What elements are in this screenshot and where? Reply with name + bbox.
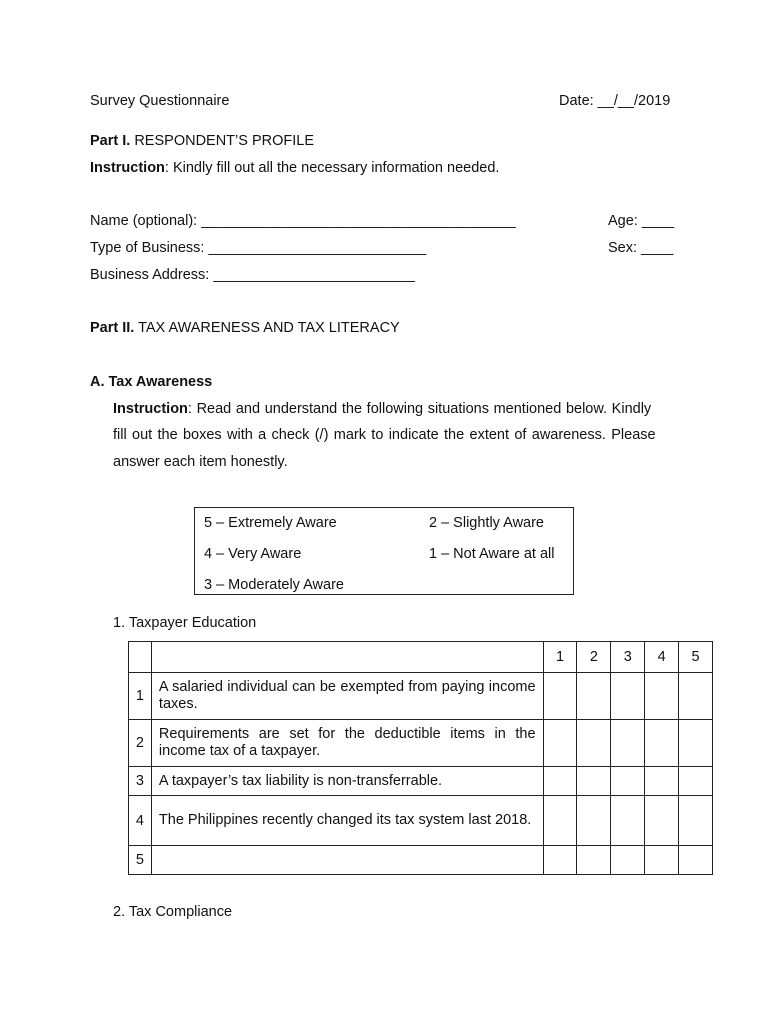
part2-heading [90,321,400,336]
row-question: A salaried individual can be exempted from paying income taxes. [151,673,543,720]
part1-label: Part I. [90,133,131,149]
check-box[interactable] [645,767,679,796]
check-box[interactable] [577,846,611,875]
check-box[interactable] [679,846,713,875]
row-number: 3 [129,767,152,796]
section-a-instruction-line2: fill out the boxes with a check (/) mark to indicate the extent of awareness. Please [113,427,656,443]
legend-item-1: 1 – Not Aware at all [429,546,555,562]
section-a-instruction-line3: answer each item honestly. [113,454,288,470]
header-question-cell [151,642,543,673]
age-field: Age: ____ [608,213,675,229]
scale-header-2: 2 [577,642,611,673]
check-box[interactable] [543,673,577,720]
check-box[interactable] [645,673,679,720]
row-number: 5 [129,846,152,875]
part1-title: RESPONDENT’S PROFILE [134,133,314,149]
legend-item-2: 2 – Slightly Aware [429,515,544,531]
table-row [129,673,713,720]
check-box[interactable] [611,846,645,875]
table-row [129,846,713,875]
check-box[interactable] [611,720,645,767]
survey-title: Survey Questionnaire [90,93,230,109]
table-header-row [129,642,713,673]
row-number: 2 [129,720,152,767]
check-box[interactable] [611,673,645,720]
check-box[interactable] [645,720,679,767]
check-box[interactable] [611,796,645,846]
row-question: A taxpayer’s tax liability is non-transferrable. [151,767,543,796]
section-a-title [90,375,212,390]
part2-title: TAX AWARENESS AND TAX LITERACY [138,320,400,336]
table-row [129,720,713,767]
check-box[interactable] [577,673,611,720]
table-row [129,796,713,846]
check-box[interactable] [645,796,679,846]
check-box[interactable] [543,796,577,846]
row-number: 1 [129,673,152,720]
part1-instruction-label: Instruction [90,160,165,176]
row-question: Requirements are set for the deductible items in the income tax of a taxpayer. [151,720,543,767]
table-row [129,767,713,796]
section-a-instruction-label: Instruction [113,401,188,417]
part1-instruction-text: : Kindly fill out all the necessary information needed. [164,160,500,176]
part1-instruction [90,161,499,176]
taxpayer-education-table [128,641,713,875]
business-address-field: Business Address: _________________________ [90,267,415,283]
part1-heading [90,134,314,149]
section-a-instruction-line1 [113,402,651,417]
scale-header-5: 5 [679,642,713,673]
scale-header-4: 4 [645,642,679,673]
legend-item-3: 3 – Moderately Aware [204,577,344,593]
check-box[interactable] [543,767,577,796]
part2-label: Part II. [90,320,135,336]
legend-item-4: 4 – Very Aware [204,546,302,562]
check-box[interactable] [679,767,713,796]
check-box[interactable] [577,720,611,767]
row-number: 4 [129,796,152,846]
legend-item-5: 5 – Extremely Aware [204,515,337,531]
check-box[interactable] [543,846,577,875]
subsection1-title: 1. Taxpayer Education [113,615,257,631]
row-question [151,846,543,875]
check-box[interactable] [679,673,713,720]
section-a-instruction-text1: : Read and understand the following situations mentioned below. Kindly [187,401,652,417]
check-box[interactable] [645,846,679,875]
check-box[interactable] [543,720,577,767]
row-question: The Philippines recently changed its tax system last 2018. [151,796,543,846]
header-num-cell [129,642,152,673]
check-box[interactable] [679,720,713,767]
date-field: Date: __/__/2019 [559,93,671,109]
scale-header-3: 3 [611,642,645,673]
awareness-legend [194,507,574,595]
check-box[interactable] [577,796,611,846]
subsection2-title: 2. Tax Compliance [113,904,233,920]
check-box[interactable] [577,767,611,796]
business-type-field: Type of Business: ___________________________ [90,240,427,256]
section-a-title-text: A. Tax Awareness [90,374,213,390]
scale-header-1: 1 [543,642,577,673]
check-box[interactable] [611,767,645,796]
name-field: Name (optional): _______________________________________ [90,213,516,229]
check-box[interactable] [679,796,713,846]
sex-field: Sex: ____ [608,240,674,256]
